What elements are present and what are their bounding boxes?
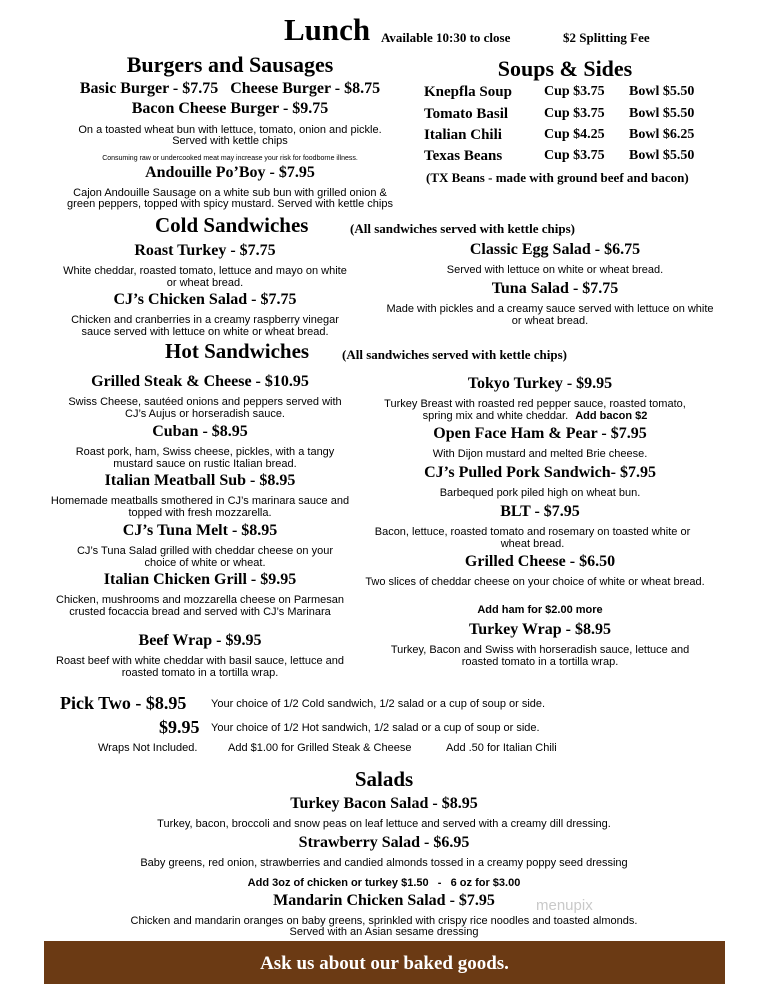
cjs-pulled-pork: CJ’s Pulled Pork Sandwich- $7.95 [424,464,656,481]
italian-meatball-sub: Italian Meatball Sub - $8.95 [104,472,296,489]
blt-description: Bacon, lettuce, roasted tomato and rosemary on toasted white or wheat bread. [374,526,691,550]
salad-protein-addon: Add 3oz of chicken or turkey $1.50 - 6 oz for $3.00 [247,877,521,889]
chicken-grill-description: Chicken, mushrooms and mozzarella cheese on Parmesan crusted focaccia bread and served with CJ’s Marinara [56,594,344,618]
grilled-cheese: Grilled Cheese - $6.50 [464,553,616,570]
roast-turkey-description: White cheddar, roasted tomato, lettuce and mayo on white or wheat bread. [63,265,347,289]
salads-heading: Salads [354,767,414,791]
burgers-heading: Burgers and Sausages [126,52,334,77]
strawberry-salad: Strawberry Salad - $6.95 [298,834,470,851]
beef-wrap: Beef Wrap - $9.95 [138,632,262,649]
steak-addon-note: Add $1.00 for Grilled Steak & Cheese [228,742,412,754]
chicken-salad-description: Chicken and cranberries in a creamy raspberry vinegar sauce served with lettuce on white or wheat bread. [71,314,339,338]
add-ham-note: Add ham for $2.00 more [477,604,603,616]
soup-cup-price: Cup $3.75 [544,84,605,99]
soup-cup-price: Cup $4.25 [544,127,605,142]
roast-turkey: Roast Turkey - $7.75 [134,242,276,259]
pick-two-cold-desc: Your choice of 1/2 Cold sandwich, 1/2 salad or a cup of soup or side. [211,698,546,710]
chili-addon-note: Add .50 for Italian Chili [446,742,557,754]
turkey-wrap-description: Turkey, Bacon and Swiss with horseradish sauce, lettuce and roasted tomato in a tortilla wrap. [390,644,690,668]
ham-pear-description: With Dijon mustard and melted Brie cheese. [432,448,648,460]
texas-beans-note: (TX Beans - made with ground beef and bacon) [426,170,689,185]
hot-sandwiches-subtitle: (All sandwiches served with kettle chips) [342,347,567,362]
soup-row [424,106,714,123]
soup-cup-price: Cup $3.75 [544,106,605,121]
egg-salad-description: Served with lettuce on white or wheat bread. [446,264,664,276]
cold-sandwiches-heading: Cold Sandwiches [155,213,309,237]
grilled-cheese-description: Two slices of cheddar cheese on your choice of white or wheat bread. [365,576,705,588]
hot-sandwiches-heading: Hot Sandwiches [165,339,310,363]
mandarin-salad-description-2: Served with an Asian sesame dressing [289,926,479,938]
andouille-description: Cajon Andouille Sausage on a white sub bun with grilled onion & [73,187,387,199]
page-title: Lunch [284,12,371,47]
turkey-wrap: Turkey Wrap - $8.95 [469,621,611,638]
tokyo-turkey-description [370,398,700,422]
soup-name: Texas Beans [424,148,503,164]
tuna-salad-description: Made with pickles and a creamy sauce served with lettuce on white or wheat bread. [386,303,714,327]
strawberry-salad-description: Baby greens, red onion, strawberries and candied almonds tossed in a creamy poppy seed dressing [140,857,628,869]
cold-sandwiches-subtitle: (All sandwiches served with kettle chips) [350,221,575,236]
tuna-salad: Tuna Salad - $7.75 [491,280,619,297]
hours-note: Available 10:30 to close [381,30,511,45]
mandarin-chicken-salad: Mandarin Chicken Salad - $7.95 [273,892,495,909]
burger-prices-line: Basic Burger - $7.75 Cheese Burger - $8.75 [79,80,381,97]
soup-name: Knepfla Soup [424,84,512,100]
pick-two-hot-price: $9.95 [159,717,200,737]
soup-bowl-price: Bowl $5.50 [629,148,695,163]
bacon-cheese-burger: Bacon Cheese Burger - $9.75 [131,100,329,117]
soup-cup-price: Cup $3.75 [544,148,605,163]
add-bacon-note: Add bacon $2 [575,410,648,422]
turkey-bacon-salad-description: Turkey, bacon, broccoli and snow peas on leaf lettuce and served with a creamy dill dressing. [157,818,611,830]
burger-description: On a toasted wheat bun with lettuce, tomato, onion and pickle. [78,124,382,136]
wraps-not-included: Wraps Not Included. [98,742,198,754]
soup-bowl-price: Bowl $6.25 [629,127,695,142]
cuban: Cuban - $8.95 [152,423,248,440]
soup-row [424,84,714,101]
grilled-steak-description: Swiss Cheese, sautéed onions and peppers served with CJ’s Aujus or horseradish sauce. [68,396,342,420]
soup-name: Italian Chili [424,127,502,143]
baked-goods-text: Ask us about our baked goods. [260,953,509,974]
mandarin-salad-description: Chicken and mandarin oranges on baby greens, sprinkled with crispy rice noodles and toasted almonds. [130,915,638,927]
andouille-description-2: green peppers, topped with spicy mustard. Served with kettle chips [67,198,393,210]
soup-row [424,148,714,165]
soup-name: Tomato Basil [424,106,509,122]
soup-bowl-price: Bowl $5.50 [629,106,695,121]
tokyo-turkey-desc-text: Turkey Breast with roasted red pepper sauce, roasted tomato, spring mix and white cheddar. [384,398,686,422]
italian-chicken-grill: Italian Chicken Grill - $9.95 [103,571,297,588]
blt: BLT - $7.95 [500,503,580,520]
tokyo-turkey: Tokyo Turkey - $9.95 [467,375,613,392]
beef-wrap-description: Roast beef with white cheddar with basil sauce, lettuce and roasted tomato in a tortilla wrap. [56,655,344,679]
cjs-tuna-melt: CJ’s Tuna Melt - $8.95 [122,522,278,539]
meatball-description: Homemade meatballs smothered in CJ’s marinara sauce and topped with fresh mozzarella. [50,495,350,519]
burger-description-2: Served with kettle chips [172,135,288,147]
pick-two-hot-desc: Your choice of 1/2 Hot sandwich, 1/2 salad or a cup of soup or side. [211,722,540,734]
baked-goods-banner [44,941,725,984]
turkey-bacon-salad: Turkey Bacon Salad - $8.95 [290,795,478,812]
tuna-melt-description: CJ’s Tuna Salad grilled with cheddar cheese on your choice of white or wheat. [76,545,333,569]
cjs-chicken-salad: CJ’s Chicken Salad - $7.75 [113,291,297,308]
cuban-description: Roast pork, ham, Swiss cheese, pickles, with a tangy mustard sauce on rustic Italian bread. [75,446,335,470]
soup-row [424,127,714,144]
andouille-poboy: Andouille Po’Boy - $7.95 [145,164,315,181]
soups-heading: Soups & Sides [497,56,633,81]
raw-meat-warning: Consuming raw or undercooked meat may increase your risk for foodborne illness. [102,155,358,162]
soup-bowl-price: Bowl $5.50 [629,84,695,99]
watermark: menupix [536,897,593,914]
open-face-ham-pear: Open Face Ham & Pear - $7.95 [433,425,647,442]
classic-egg-salad: Classic Egg Salad - $6.75 [469,241,641,258]
grilled-steak-cheese: Grilled Steak & Cheese - $10.95 [91,373,309,390]
pulled-pork-description: Barbequed pork piled high on wheat bun. [439,487,641,499]
pick-two-label: Pick Two - $8.95 [60,693,187,713]
splitting-fee: $2 Splitting Fee [563,30,650,45]
